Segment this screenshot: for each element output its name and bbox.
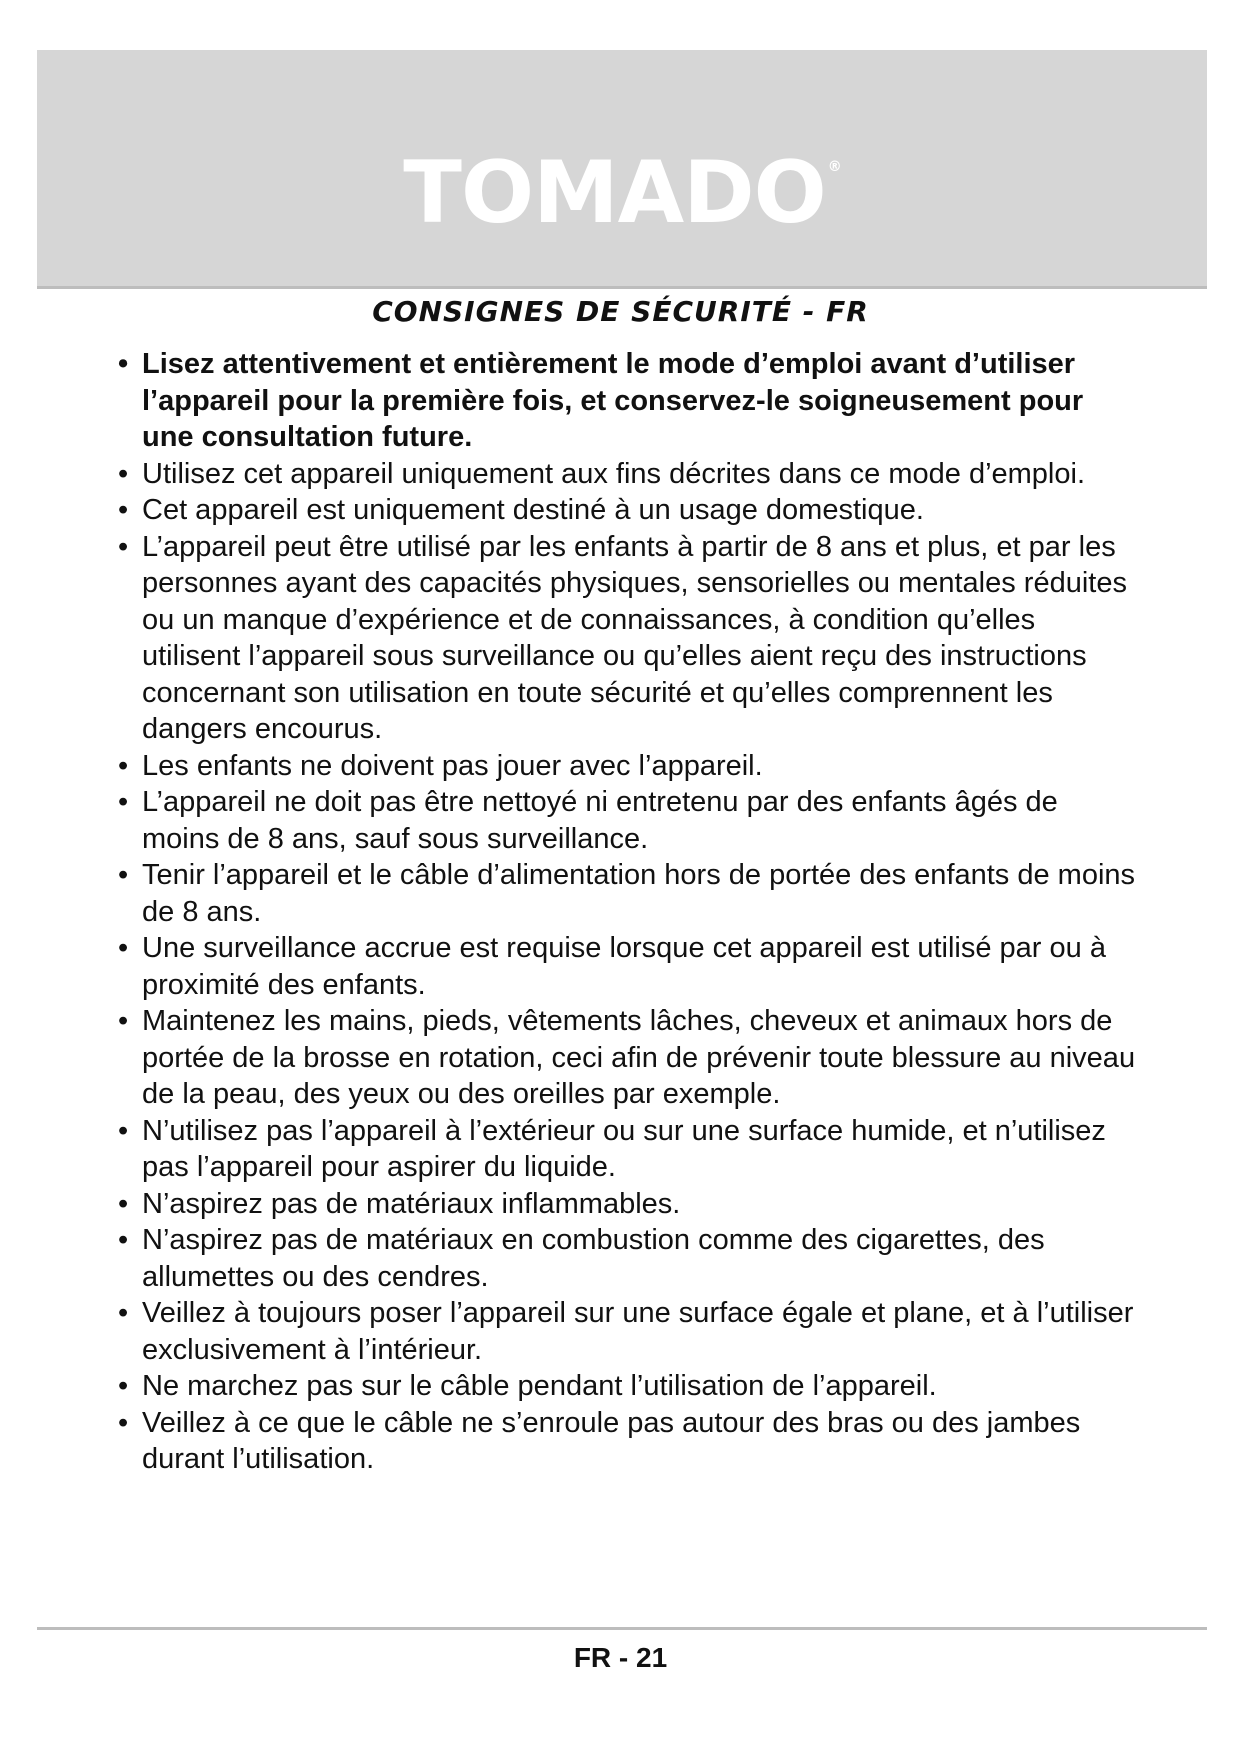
- list-item: • Utilisez cet appareil uniquement aux fins décrites dans ce mode d’emploi.: [118, 456, 1138, 493]
- list-item: • Une surveillance accrue est requise lorsque cet appareil est utilisé par ou à proximité des enfants.: [118, 930, 1138, 1003]
- header-band: [37, 50, 1207, 289]
- list-item: • L’appareil peut être utilisé par les enfants à partir de 8 ans et plus, et par les personnes ayant des capacités physiques, sensorielles ou mentales réduites ou un manque d’expérience et de connaissances, à condition qu’elles utilisent l’appareil sous surveillance ou qu’elles aient reçu des instructions concernant son utilisation en toute sécurité et qu’elles comprennent les dangers encourus.: [118, 529, 1138, 748]
- brand-logo: [37, 143, 1207, 243]
- list-item: • Veillez à toujours poser l’appareil sur une surface égale et plane, et à l’utiliser exclusivement à l’intérieur.: [118, 1295, 1138, 1368]
- brand-name: TOMADO: [403, 143, 826, 243]
- page-number: FR - 21: [573, 1642, 668, 1673]
- list-item: • N’aspirez pas de matériaux en combustion comme des cigarettes, des allumettes ou des cendres.: [118, 1222, 1138, 1295]
- list-item: • Ne marchez pas sur le câble pendant l’utilisation de l’appareil.: [118, 1368, 1138, 1405]
- list-item: • Veillez à ce que le câble ne s’enroule pas autour des bras ou des jambes durant l’utilisation.: [118, 1405, 1138, 1478]
- page-title: CONSIGNES DE SÉCURITÉ - FR: [372, 295, 869, 328]
- list-item: • Cet appareil est uniquement destiné à un usage domestique.: [118, 492, 1138, 529]
- list-item: • L’appareil ne doit pas être nettoyé ni entretenu par des enfants âgés de moins de 8 ans, sauf sous surveillance.: [118, 784, 1138, 857]
- list-item: • Tenir l’appareil et le câble d’alimentation hors de portée des enfants de moins de 8 ans.: [118, 857, 1138, 930]
- registered-mark: ®: [827, 159, 841, 175]
- list-item: • N’utilisez pas l’appareil à l’extérieur ou sur une surface humide, et n’utilisez pas l’appareil pour aspirer du liquide.: [118, 1113, 1138, 1186]
- footer-divider: [37, 1627, 1207, 1630]
- list-item: • Les enfants ne doivent pas jouer avec l’appareil.: [118, 748, 1138, 785]
- list-item: • Lisez attentivement et entièrement le mode d’emploi avant d’utiliser l’appareil pour la première fois, et conservez-le soigneusement pour une consultation future.: [118, 346, 1138, 456]
- safety-list: [118, 346, 1138, 1478]
- list-item: • N’aspirez pas de matériaux inflammables.: [118, 1186, 1138, 1223]
- list-item: • Maintenez les mains, pieds, vêtements lâches, cheveux et animaux hors de portée de la brosse en rotation, ceci afin de prévenir toute blessure au niveau de la peau, des yeux ou des oreilles par exemple.: [118, 1003, 1138, 1113]
